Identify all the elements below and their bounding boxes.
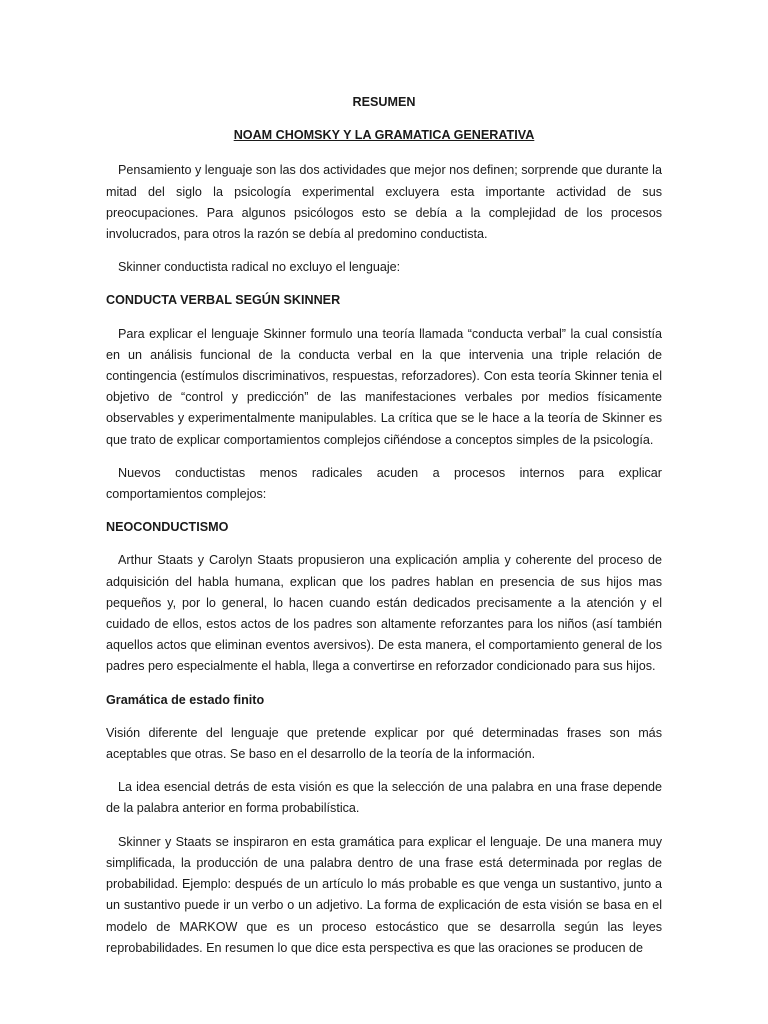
document-title: RESUMEN bbox=[352, 95, 416, 109]
section-heading-gramatica-estado-finito: Gramática de estado finito bbox=[106, 692, 265, 707]
section-heading-conducta-verbal: CONDUCTA VERBAL SEGÚN SKINNER bbox=[106, 293, 341, 308]
paragraph-skinner-intro: Skinner conductista radical no excluyo el lenguaje: bbox=[118, 260, 401, 275]
paragraph-intro: Pensamiento y lenguaje son las dos actividades que mejor nos definen; sorprende que durante la mitad del siglo la psicología experimental excluyera esta importante actividad de sus preocupaciones. Para algunos psicólogos esto se debía a la complejidad de los procesos involucrados, para otros la razón se debía al predomino conductista. bbox=[106, 163, 662, 242]
paragraph-conducta-verbal: Para explicar el lenguaje Skinner formulo una teoría llamada “conducta verbal” la cual consistía en un análisis funcional de la conducta verbal en la que intervenia una triple relación de contingencia (estímulos discriminativos, respuestas, reforzadores). Con esta teoría Skinner tenia el objetivo de “control y predicción” de las manifestaciones verbales por medios físicamente observables y experimentalmente manipulables. La crítica que se le hace a la teoría de Skinner es que trato de explicar comportamientos complejos ciñéndose a conceptos simples de la psicología. bbox=[106, 326, 662, 447]
document-subtitle: NOAM CHOMSKY Y LA GRAMATICA GENERATIVA bbox=[233, 128, 535, 143]
document-body bbox=[106, 92, 662, 971]
paragraph-idea-esencial: La idea esencial detrás de esta visión es que la selección de una palabra en una frase depende de la palabra anterior en forma probabilística. bbox=[106, 780, 662, 816]
paragraph-skinner-staats: Skinner y Staats se inspiraron en esta gramática para explicar el lenguaje. De una manera muy simplificada, la producción de una palabra dentro de una frase está determinada por reglas de probabilidad. Ejemplo: después de un artículo lo más probable es que venga un sustantivo, junto a un sustantivo puede ir un verbo o un adjetivo. La forma de explicación de esta visión se basa en el modelo de MARKOW que es un proceso estocástico que se desarrolla según las leyes reprobabilidades. En resumen lo que dice esta perspectiva es que las oraciones se producen de bbox=[106, 834, 662, 955]
paragraph-nuevos-conductistas: Nuevos conductistas menos radicales acuden a procesos internos para explicar comportamientos complejos: bbox=[106, 465, 662, 502]
section-heading-neoconductismo: NEOCONDUCTISMO bbox=[106, 520, 229, 535]
paragraph-vision-diferente: Visión diferente del lenguaje que pretende explicar por qué determinadas frases son más aceptables que otras. Se baso en el desarrollo de la teoría de la información. bbox=[106, 725, 662, 762]
paragraph-neoconductismo: Arthur Staats y Carolyn Staats propusieron una explicación amplia y coherente del proceso de adquisición del habla humana, explican que los padres hablan en presencia de sus hijos mas pequeños y, por lo general, lo hacen cuando están dedicados precisamente a la atención y el cuidado de ellos, estos actos de los padres son altamente reforzantes para los niños (así también aquellos actos que eliminan eventos aversivos). De esta manera, el comportamiento general de los padres pero especialmente el habla, llega a convertirse en reforzador condicionado para sus hijos. bbox=[106, 553, 662, 674]
